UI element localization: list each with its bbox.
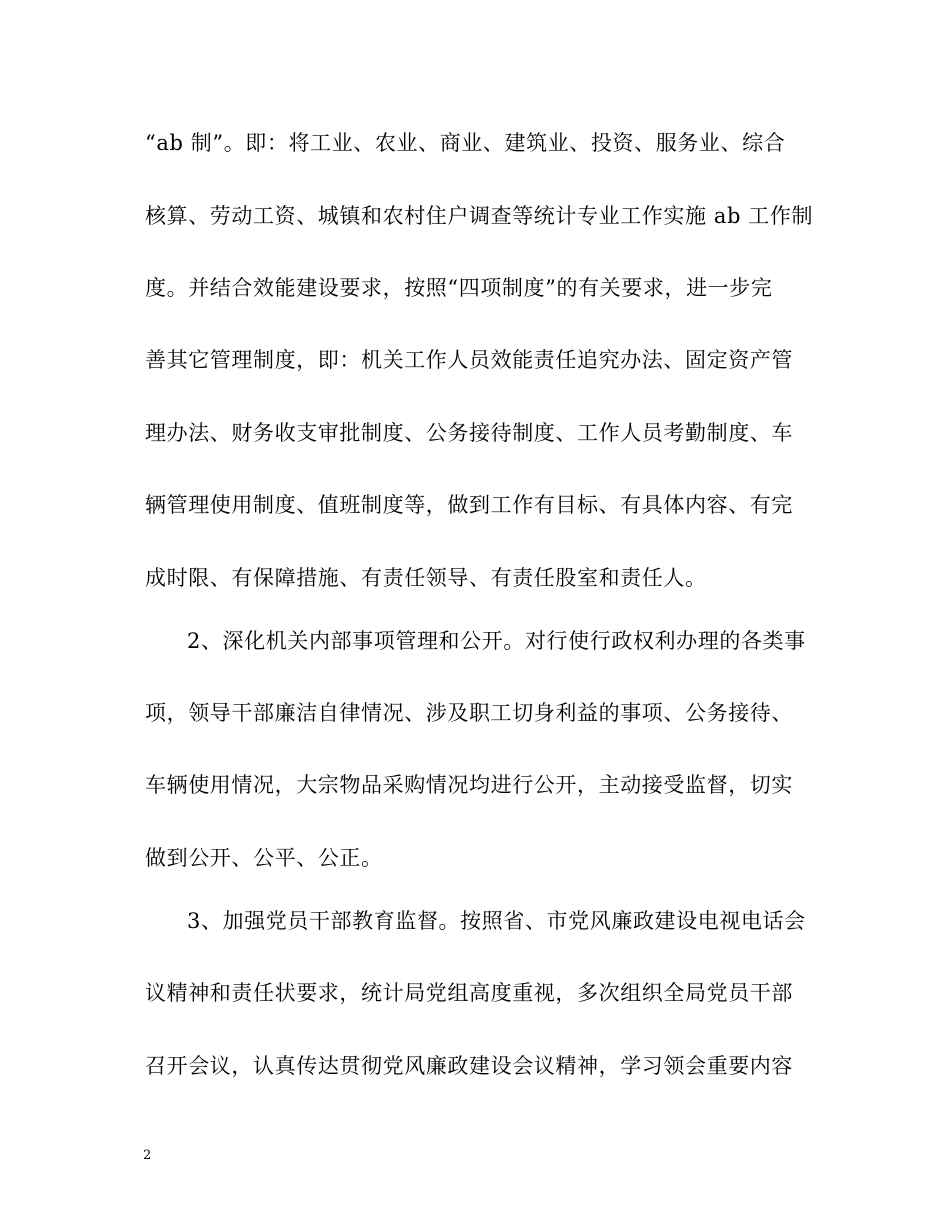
text-line: 度。并结合效能建设要求，按照“四项制度”的有关要求，进一步完 — [145, 276, 773, 300]
text-line: 做到公开、公平、公正。 — [145, 846, 383, 870]
text-line: 善其它管理制度，即：机关工作人员效能责任追究办法、固定资产管 — [145, 348, 793, 372]
paragraph-start-line: 2、深化机关内部事项管理和公开。对行使行政权利办理的各类事 — [187, 629, 806, 653]
text-line: 项，领导干部廉洁自律情况、涉及职工切身利益的事项、公务接待、 — [145, 701, 793, 725]
page-number: 2 — [143, 1148, 152, 1163]
text-line: 理办法、财务收支审批制度、公务接待制度、工作人员考勤制度、车 — [145, 421, 793, 445]
text-line: 核算、劳动工资、城镇和农村住户调查等统计专业工作实施 ab 工作制 — [145, 204, 814, 228]
text-line: 召开会议，认真传达贯彻党风廉政建设会议精神，学习领会重要内容 — [145, 1054, 793, 1078]
text-line: “ab 制”。即：将工业、农业、商业、建筑业、投资、服务业、综合 — [145, 131, 786, 155]
text-line: 议精神和责任状要求，统计局党组高度重视，多次组织全局党员干部 — [145, 981, 793, 1005]
text-line: 成时限、有保障措施、有责任领导、有责任股室和责任人。 — [145, 566, 707, 590]
text-line: 辆管理使用制度、值班制度等，做到工作有目标、有具体内容、有完 — [145, 493, 793, 517]
text-line: 车辆使用情况，大宗物品采购情况均进行公开，主动接受监督，切实 — [145, 773, 793, 797]
paragraph-start-line: 3、加强党员干部教育监督。按照省、市党风廉政建设电视电话会 — [187, 909, 806, 933]
